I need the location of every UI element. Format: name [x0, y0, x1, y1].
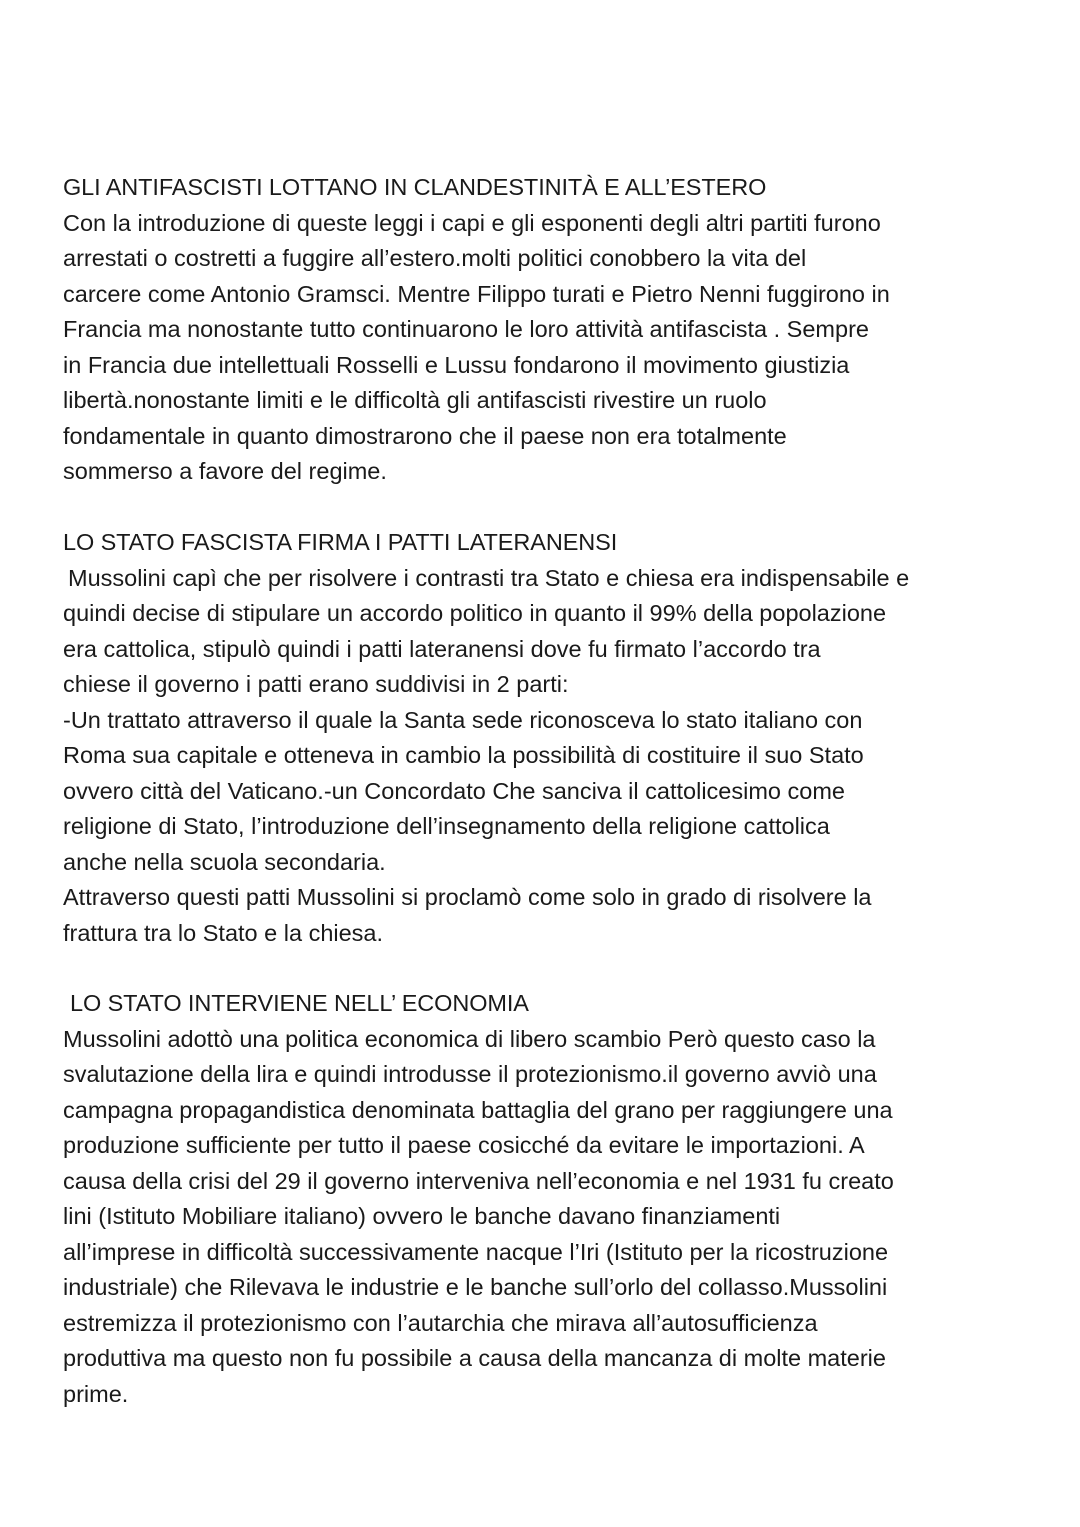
paragraph-line: Attraverso questi patti Mussolini si proclamò come solo in grado di risolvere la	[63, 884, 872, 910]
paragraph-line: ovvero città del Vaticano.-un Concordato Che sanciva il cattolicesimo come	[63, 777, 845, 804]
paragraph-line: carcere come Antonio Gramsci. Mentre Filippo turati e Pietro Nenni fuggirono in	[63, 280, 890, 307]
paragraph-line: prime.	[63, 1380, 129, 1407]
paragraph-line: campagna propagandistica denominata battaglia del grano per raggiungere una	[63, 1096, 893, 1123]
paragraph-line: arrestati o costretti a fuggire all’estero.molti politici conobbero la vita del	[63, 245, 807, 271]
section-antifascisti	[63, 170, 1023, 490]
paragraph-line: causa della crisi del 29 il governo interveniva nell’economia e nel 1931 fu creato	[63, 1167, 894, 1194]
paragraph-line: Mussolini capì che per risolvere i contrasti tra Stato e chiesa era indispensabile e	[68, 564, 910, 591]
section-patti-lateranensi	[63, 525, 1023, 951]
paragraph-line: industriale) che Rilevava le industrie e le banche sull’orlo del collasso.Mussolini	[63, 1274, 888, 1300]
paragraph-line: in Francia due intellettuali Rosselli e Lussu fondarono il movimento giustizia	[63, 351, 850, 378]
section-heading: GLI ANTIFASCISTI LOTTANO IN CLANDESTINITÀ E ALL’ESTERO	[63, 174, 767, 200]
paragraph-line: quindi decise di stipulare un accordo politico in quanto il 99% della popolazione	[63, 600, 887, 626]
paragraph-line: produzione sufficiente per tutto il paese cosicché da evitare le importazioni. A	[63, 1132, 865, 1158]
paragraph-line: svalutazione della lira e quindi introdusse il protezionismo.il governo avviò una	[63, 1061, 877, 1087]
paragraph-line: libertà.nonostante limiti e le difficoltà gli antifascisti rivestire un ruolo	[63, 387, 767, 413]
paragraph-line: fondamentale in quanto dimostrarono che il paese non era totalmente	[63, 422, 787, 449]
paragraph-line: Roma sua capitale e otteneva in cambio la possibilità di costituire il suo Stato	[63, 742, 864, 768]
section-heading: LO STATO INTERVIENE NELL’ ECONOMIA	[70, 990, 529, 1016]
section-economia	[63, 986, 1023, 1412]
paragraph-line: sommerso a favore del regime.	[63, 458, 387, 484]
paragraph-line: frattura tra lo Stato e la chiesa.	[63, 919, 384, 946]
paragraph-line: chiese il governo i patti erano suddivisi in 2 parti:	[63, 671, 569, 697]
paragraph-line: lini (Istituto Mobiliare italiano) ovvero le banche davano finanziamenti	[63, 1203, 781, 1229]
paragraph-line: religione di Stato, l’introduzione dell’insegnamento della religione cattolica	[63, 813, 830, 839]
paragraph-line: all’imprese in difficoltà successivamente nacque l’Iri (Istituto per la ricostruzione	[63, 1238, 889, 1265]
paragraph-line: produttiva ma questo non fu possibile a causa della mancanza di molte materie	[63, 1345, 886, 1371]
paragraph-line: anche nella scuola secondaria.	[63, 848, 386, 875]
section-heading: LO STATO FASCISTA FIRMA I PATTI LATERANENSI	[63, 529, 618, 555]
paragraph-line: era cattolica, stipulò quindi i patti lateranensi dove fu firmato l’accordo tra	[63, 635, 821, 662]
paragraph-line: estremizza il protezionismo con l’autarchia che mirava all’autosufficienza	[63, 1309, 818, 1336]
paragraph-line: Con la introduzione di queste leggi i capi e gli esponenti degli altri partiti furono	[63, 209, 881, 236]
paragraph-line: -Un trattato attraverso il quale la Santa sede riconosceva lo stato italiano con	[63, 706, 863, 733]
paragraph-line: Francia ma nonostante tutto continuarono le loro attività antifascista . Sempre	[63, 316, 869, 342]
paragraph-line: Mussolini adottò una politica economica di libero scambio Però questo caso la	[63, 1025, 876, 1052]
